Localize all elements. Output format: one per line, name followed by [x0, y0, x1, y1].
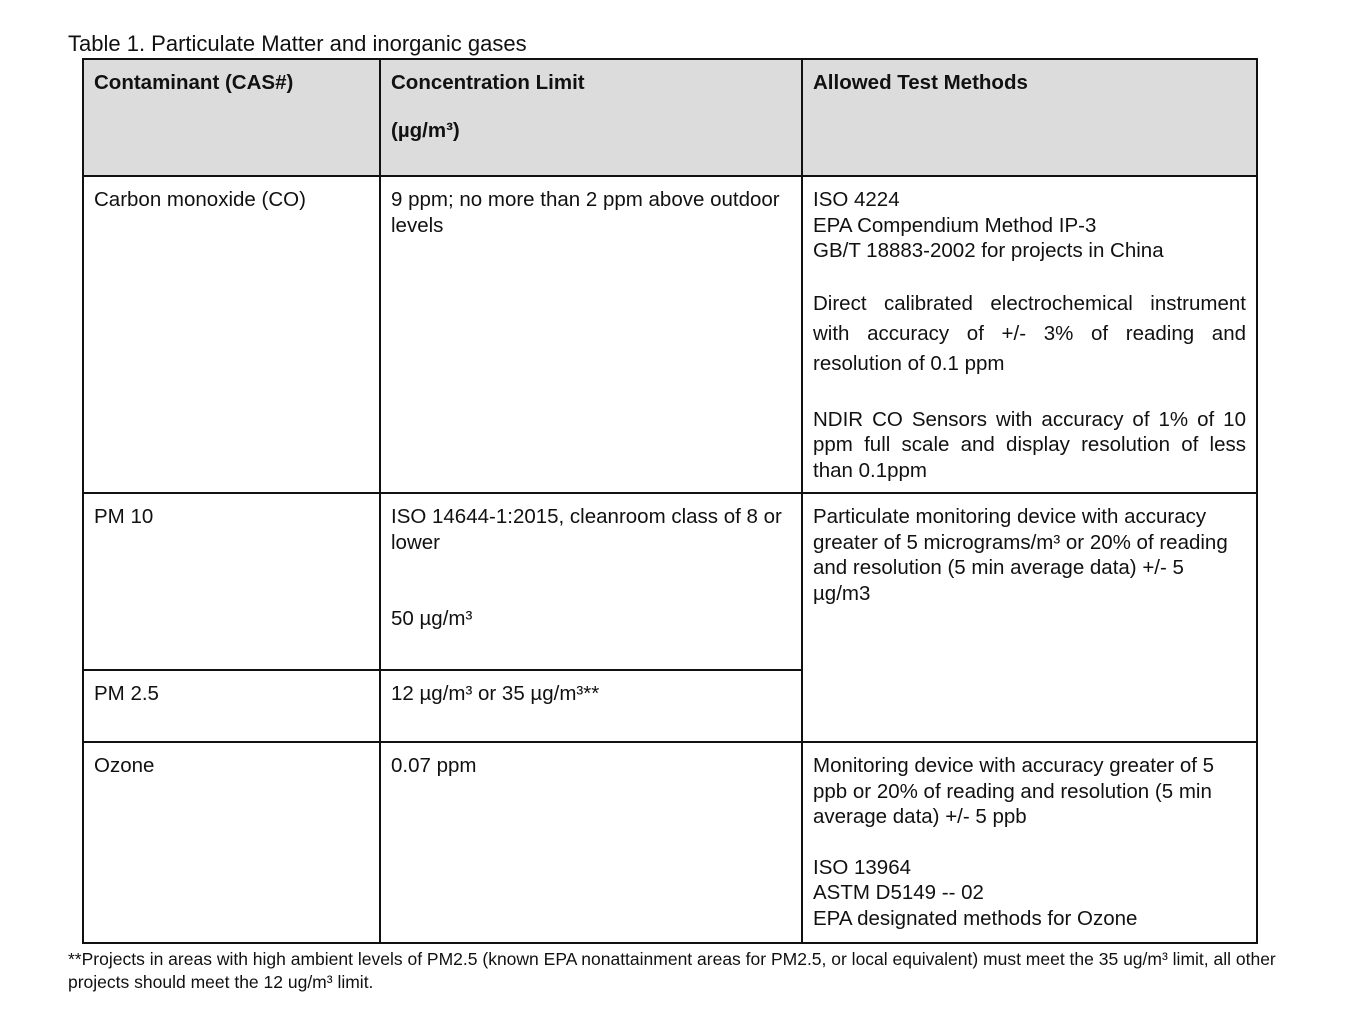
method-line: EPA designated methods for Ozone: [813, 906, 1138, 930]
method-paragraph: Monitoring device with accuracy greater of 5 ppb or 20% of reading and resolution (5 min average data) +/- 5 ppb: [813, 754, 1215, 828]
table-row-ozone: [83, 742, 1257, 943]
method-paragraph: Direct calibrated electrochemical instrument with accuracy of +/- 3% of reading and resolution of 0.1 ppm: [813, 291, 1246, 375]
limit-standard: ISO 14644-1:2015, cleanroom class of 8 or lower: [391, 505, 782, 554]
cell-concentration-limit: [380, 493, 802, 670]
cell-contaminant: Ozone: [83, 742, 380, 943]
cell-test-methods: [802, 176, 1257, 493]
table-footnote: **Projects in areas with high ambient levels of PM2.5 (known EPA nonattainment areas for PM2.5, or local equivalent) must meet the 35 ug/m³ limit, all other projects should meet the 12 ug/m³ limit.: [68, 949, 1276, 992]
header-concentration-limit: [380, 59, 802, 176]
header-test-methods: Allowed Test Methods: [802, 59, 1257, 176]
method-line: ASTM D5149 -- 02: [813, 881, 984, 904]
method-line: ISO 4224: [813, 188, 900, 211]
method-line: GB/T 18883-2002 for projects in China: [813, 239, 1164, 262]
cell-contaminant: PM 2.5: [83, 670, 380, 742]
table-caption: Table 1. Particulate Matter and inorganic gases: [68, 31, 527, 56]
cell-contaminant: Carbon monoxide (CO): [83, 176, 380, 493]
cell-concentration-limit: 0.07 ppm: [380, 742, 802, 943]
cell-test-methods: Particulate monitoring device with accuracy greater of 5 micrograms/m³ or 20% of reading and resolution (5 min average data) +/- 5 µg/m3: [802, 493, 1257, 742]
contaminant-table: [82, 58, 1258, 944]
table-row-carbon-monoxide: [83, 176, 1257, 493]
method-line: EPA Compendium Method IP-3: [813, 213, 1097, 237]
cell-test-methods: [802, 742, 1257, 943]
method-line: ISO 13964: [813, 855, 912, 879]
header-contaminant: Contaminant (CAS#): [83, 59, 380, 176]
cell-contaminant: PM 10: [83, 493, 380, 670]
method-paragraph: NDIR CO Sensors with accuracy of 1% of 10 ppm full scale and display resolution of less than 0.1ppm: [813, 407, 1246, 482]
table-header-row: [83, 59, 1257, 176]
cell-concentration-limit: 9 ppm; no more than 2 ppm above outdoor levels: [380, 176, 802, 493]
table-row-pm10: [83, 493, 1257, 670]
header-concentration-unit: (µg/m³): [391, 118, 460, 142]
header-concentration-label: Concentration Limit: [391, 71, 585, 94]
limit-value: 50 µg/m³: [391, 607, 473, 630]
cell-concentration-limit: 12 µg/m³ or 35 µg/m³**: [380, 670, 802, 742]
